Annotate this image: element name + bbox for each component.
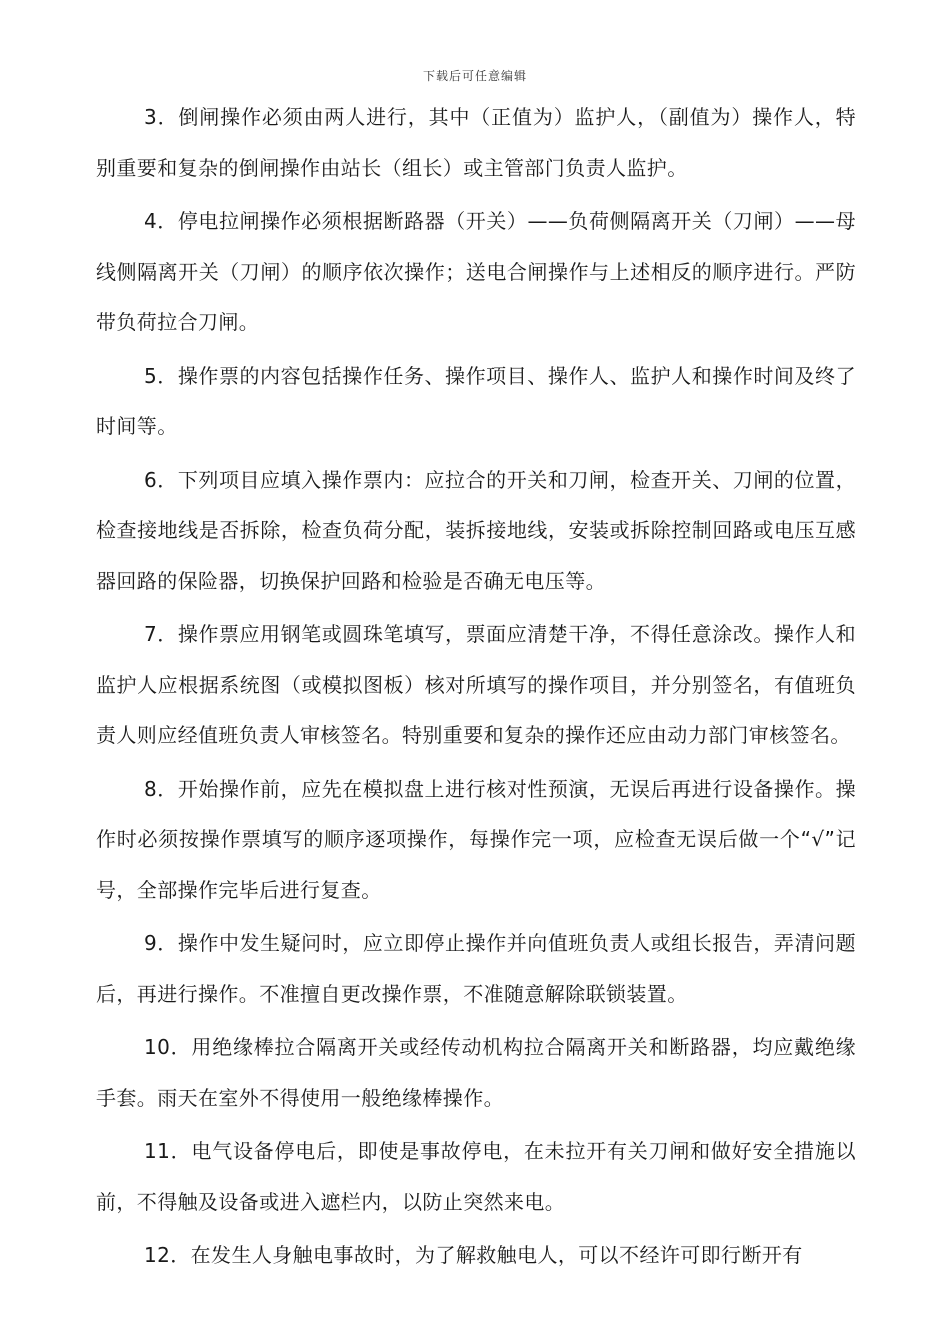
paragraph-4: 4．停电拉闸操作必须根据断路器（开关）——负荷侧隔离开关（刀闸）——母线侧隔离开关（刀闸）的顺序依次操作；送电合闸操作与上述相反的顺序进行。严防带负荷拉合刀闸。 bbox=[96, 209, 856, 334]
paragraph-11: 11．电气设备停电后，即使是事故停电，在未拉开有关刀闸和做好安全措施以前，不得触及设备或进入遮栏内，以防止突然来电。 bbox=[96, 1139, 856, 1214]
paragraph-7: 7．操作票应用钢笔或圆珠笔填写，票面应清楚干净，不得任意涂改。操作人和监护人应根据系统图（或模拟图板）核对所填写的操作项目，并分别签名，有值班负责人则应经值班负责人审核签名。特别重要和复杂的操作还应由动力部门审核签名。 bbox=[96, 622, 856, 747]
paragraph-5: 5．操作票的内容包括操作任务、操作项目、操作人、监护人和操作时间及终了时间等。 bbox=[96, 363, 856, 438]
paragraph-3: 3．倒闸操作必须由两人进行，其中（正值为）监护人，（副值为）操作人，特别重要和复杂的倒闸操作由站长（组长）或主管部门负责人监护。 bbox=[96, 105, 856, 180]
document-body bbox=[96, 92, 856, 1284]
paragraph-12: 12．在发生人身触电事故时，为了解救触电人，可以不经许可即行断开有 bbox=[144, 1243, 803, 1267]
page-header: 下载后可任意编辑 bbox=[422, 69, 527, 83]
paragraph-9: 9．操作中发生疑问时，应立即停止操作并向值班负责人或组长报告，弄清问题后，再进行操作。不准擅自更改操作票，不准随意解除联锁装置。 bbox=[96, 931, 856, 1006]
paragraph-8: 8．开始操作前，应先在模拟盘上进行核对性预演，无误后再进行设备操作。操作时必须按操作票填写的顺序逐项操作，每操作完一项，应检查无误后做一个“√”记号，全部操作完毕后进行复查。 bbox=[96, 776, 856, 902]
paragraph-6: 6．下列项目应填入操作票内：应拉合的开关和刀闸，检查开关、刀闸的位置，检查接地线是否拆除，检查负荷分配，装拆接地线，安装或拆除控制回路或电压互感器回路的保险器，切换保护回路和检验是否确无电压等。 bbox=[96, 467, 856, 593]
paragraph-10: 10．用绝缘棒拉合隔离开关或经传动机构拉合隔离开关和断路器，均应戴绝缘手套。雨天在室外不得使用一般绝缘棒操作。 bbox=[96, 1035, 856, 1110]
